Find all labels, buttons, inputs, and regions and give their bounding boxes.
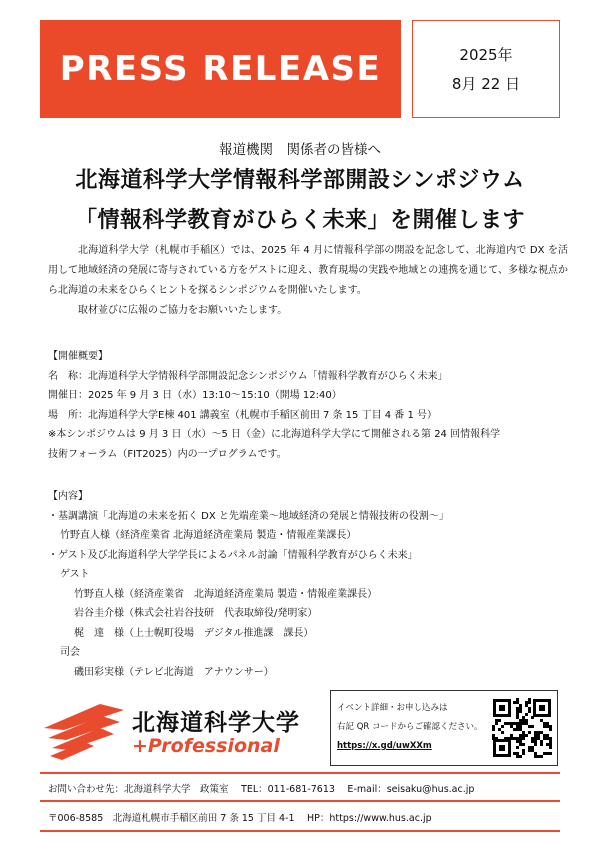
mc-label: 司会 [60, 647, 80, 658]
footer-address: 〒006-8585 北海道札幌市手稲区前田 7 条 15 丁目 4-1 HP：https://www.hus.ac.jp [48, 813, 432, 824]
keynote-title: ・基調講演「北海道の未来を拓く DX と先端産業～地域経済の発展と情報技術の役割～」 [48, 510, 449, 522]
logo-tagline: +Professional [132, 735, 280, 757]
content-heading: 【内容】 [48, 491, 88, 502]
addressee-line: 報道機関 関係者の皆様へ [219, 142, 381, 158]
footer-rule-bottom [40, 830, 560, 832]
footer-contact: お問い合わせ先：北海道科学大学 政策室 TEL：011-681-7613 E-mail：seisaku@hus.ac.jp [48, 784, 475, 795]
event-info-text [337, 699, 487, 756]
intro-section [48, 241, 568, 321]
release-date-box [412, 20, 560, 118]
event-name: 名 称：北海道科学大学情報科学部開設記念シンポジウム「情報科学教育がひらく未来」 [48, 370, 448, 382]
keynote-speaker: 竹野直人様（経済産業省 北海道経済産業局 製造・情報産業課長） [60, 530, 357, 541]
page-title-line-1: 北海道科学大学情報科学部開設シンポジウム [75, 168, 525, 193]
content-section [48, 487, 578, 682]
overview-heading: 【開催概要】 [48, 351, 108, 362]
intro-paragraph: 北海道科学大学（札幌市手稲区）では、2025 年 4 月に情報科学部の開設を記念して、北海道内で DX を活用して地域経済の発展に寄与されている方をゲストに迎え、教育現場の実践や地域との連携を通じて、多様な視点から北海道の未来をひらくヒントを探るシンポジウムを開催いたします。 [48, 245, 568, 296]
press-release-banner [40, 20, 401, 118]
mc-name: 磯田彩実様（テレビ北海道 アナウンサー） [74, 666, 274, 678]
panel-title: ・ゲスト及び北海道科学大学学長によるパネル討論「情報科学教育がひらく未来」 [48, 549, 418, 561]
university-logo [40, 700, 310, 764]
event-info-line-1: イベント詳細・お申し込みは [337, 703, 448, 713]
qr-code-icon[interactable] [491, 697, 553, 759]
overview-section [48, 347, 578, 464]
footer-rule-top [40, 772, 560, 774]
event-info-line-2: 右記 QR コードからご確認ください。 [337, 722, 483, 732]
logo-university-name: 北海道科学大学 [132, 710, 300, 736]
guest-item: 竹野直人様（経済産業省 北海道経済産業局 製造・情報産業課長） [74, 588, 378, 600]
event-datetime: 開催日：2025 年 9 月 3 日（水）13:10～15:10（開場 12:40） [48, 390, 342, 401]
event-note-line-1: ※本シンポジウムは 9 月 3 日（水）～5 日（金）に北海道科学大学にて開催される第 24 回情報科学 [48, 429, 501, 440]
event-url-link[interactable]: https://x.gd/uwXXm [337, 741, 432, 751]
guest-label: ゲスト [60, 569, 90, 580]
university-logo-mark-icon [40, 700, 126, 764]
event-place: 場 所：北海道科学大学E棟 401 講義室（札幌市手稲区前田 7 条 15 丁目 4 番 1 号） [48, 409, 438, 421]
page-title-line-2: 「情報科学教育がひらく未来」を開催します [74, 208, 525, 233]
banner-title: PRESS RELEASE [59, 49, 382, 89]
event-note-line-2: 技術フォーラム（FIT2025）内の一プログラムです。 [48, 448, 287, 460]
intro-request: 取材並びに広報のご協力をお願いいたします。 [78, 305, 288, 316]
event-info-box [330, 690, 558, 766]
guest-item: 梶 達 様（上士幌町役場 デジタル推進課 課長） [74, 627, 314, 639]
release-year: 2025年 [459, 46, 513, 64]
footer-rule-middle [40, 800, 560, 802]
guest-item: 岩谷圭介様（株式会社岩谷技研 代表取締役/発明家） [74, 608, 318, 619]
release-month-day: 8月 22 日 [451, 75, 521, 93]
